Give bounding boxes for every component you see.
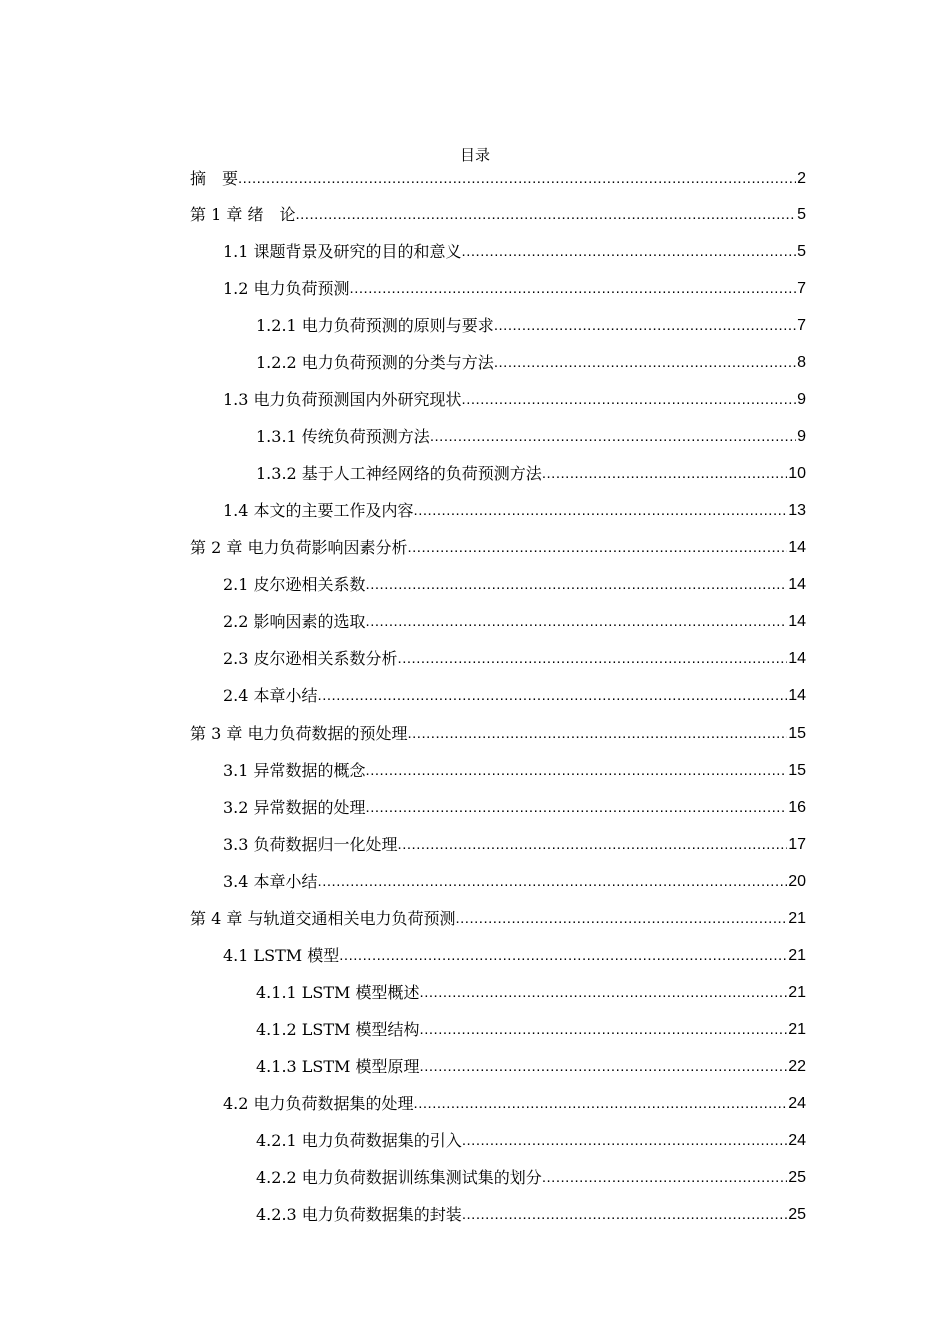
toc-entry[interactable] [256, 458, 806, 484]
toc-entry[interactable] [190, 199, 806, 225]
toc-entry-page-number: 9 [797, 428, 806, 445]
toc-entry[interactable] [256, 1162, 806, 1188]
toc-dot-leader [318, 686, 788, 706]
toc-dot-leader [462, 390, 797, 410]
toc-entry-page-number: 25 [788, 1206, 806, 1223]
toc-entry-label: 4.1 LSTM 模型 [223, 946, 340, 965]
toc-entry[interactable] [223, 829, 806, 855]
toc-entry-page-number: 21 [788, 1021, 806, 1038]
toc-dot-leader [420, 1020, 788, 1040]
toc-entry-page-number: 5 [797, 206, 806, 223]
toc-entry[interactable] [256, 977, 806, 1003]
toc-entry-label: 第 4 章 与轨道交通相关电力负荷预测 [190, 909, 456, 928]
toc-entry-page-number: 14 [788, 687, 806, 704]
toc-dot-leader [398, 835, 788, 855]
toc-entry-label: 4.1.2 LSTM 模型结构 [256, 1020, 420, 1039]
toc-entry[interactable] [223, 643, 806, 669]
toc-entry[interactable] [223, 1088, 806, 1114]
toc-entry-label: 3.2 异常数据的处理 [223, 798, 366, 817]
toc-entry[interactable] [223, 940, 806, 966]
toc-dot-leader [350, 279, 797, 299]
toc-entry-page-number: 21 [788, 984, 806, 1001]
toc-title: 目录 [459, 146, 490, 164]
toc-dot-leader [339, 946, 787, 966]
toc-entry-page-number: 16 [788, 799, 806, 816]
toc-entry-page-number: 21 [788, 910, 806, 927]
toc-entry-label: 4.2 电力负荷数据集的处理 [223, 1094, 414, 1113]
toc-entry-label: 3.4 本章小结 [223, 872, 318, 891]
toc-entry-page-number: 17 [788, 836, 806, 853]
toc-entry-label: 1.2 电力负荷预测 [223, 279, 350, 298]
toc-dot-leader [462, 1131, 787, 1151]
toc-entry-label: 1.3.2 基于人工神经网络的负荷预测方法 [256, 464, 542, 483]
toc-dot-leader [366, 761, 788, 781]
toc-entry-page-number: 8 [797, 354, 806, 371]
toc-entry[interactable] [190, 903, 806, 929]
toc-entry-label: 4.2.1 电力负荷数据集的引入 [256, 1131, 462, 1150]
toc-entry-page-number: 22 [788, 1058, 806, 1075]
toc-entry-page-number: 24 [788, 1095, 806, 1112]
toc-entry-label: 第 1 章 绪 论 [190, 205, 296, 224]
toc-dot-leader [420, 983, 788, 1003]
toc-entry-page-number: 9 [797, 391, 806, 408]
toc-entry-label: 1.2.1 电力负荷预测的原则与要求 [256, 316, 494, 335]
toc-dot-leader [295, 205, 796, 225]
toc-entry[interactable] [256, 1199, 806, 1225]
toc-entry-page-number: 15 [788, 725, 806, 742]
toc-entry[interactable] [223, 384, 806, 410]
toc-entry-label: 1.4 本文的主要工作及内容 [223, 501, 414, 520]
toc-entry-label: 4.2.3 电力负荷数据集的封装 [256, 1205, 462, 1224]
toc-entry[interactable] [256, 310, 806, 336]
toc-entry[interactable] [223, 680, 806, 706]
toc-dot-leader [430, 427, 796, 447]
toc-entry-label: 4.1.3 LSTM 模型原理 [256, 1057, 420, 1076]
toc-dot-leader [494, 353, 796, 373]
toc-entry[interactable] [256, 1051, 806, 1077]
toc-entry-page-number: 14 [788, 650, 806, 667]
toc-entry-page-number: 24 [788, 1132, 806, 1149]
toc-entry-page-number: 2 [797, 170, 806, 187]
toc-entry[interactable] [256, 421, 806, 447]
toc-dot-leader [462, 1205, 787, 1225]
toc-entry-page-number: 7 [797, 317, 806, 334]
toc-entry-label: 1.3 电力负荷预测国内外研究现状 [223, 390, 462, 409]
toc-entry-label: 3.3 负荷数据归一化处理 [223, 835, 398, 854]
toc-entry[interactable] [190, 532, 806, 558]
toc-entry-label: 第 3 章 电力负荷数据的预处理 [190, 724, 408, 743]
toc-entry-page-number: 14 [788, 539, 806, 556]
toc-entry[interactable] [256, 1014, 806, 1040]
toc-dot-leader [398, 649, 788, 669]
toc-dot-leader [420, 1057, 788, 1077]
toc-dot-leader [494, 316, 796, 336]
toc-dot-leader [318, 872, 788, 892]
toc-entry-page-number: 15 [788, 762, 806, 779]
toc-entry-label: 摘 要 [190, 169, 239, 188]
toc-dot-leader [407, 538, 787, 558]
toc-dot-leader [366, 612, 788, 632]
toc-entry[interactable] [223, 866, 806, 892]
toc-entry-label: 3.1 异常数据的概念 [223, 761, 366, 780]
toc-entry[interactable] [223, 569, 806, 595]
toc-dot-leader [414, 501, 788, 521]
toc-entry-page-number: 14 [788, 613, 806, 630]
toc-entry[interactable] [223, 273, 806, 299]
toc-entry-label: 2.1 皮尔逊相关系数 [223, 575, 366, 594]
toc-entry[interactable] [223, 236, 806, 262]
toc-dot-leader [542, 464, 787, 484]
toc-dot-leader [414, 1094, 788, 1114]
toc-dot-leader [407, 724, 787, 744]
toc-dot-leader [542, 1168, 787, 1188]
toc-entry[interactable] [223, 755, 806, 781]
toc-entry-label: 2.4 本章小结 [223, 686, 318, 705]
toc-entry-label: 1.1 课题背景及研究的目的和意义 [223, 242, 462, 261]
toc-entry-page-number: 21 [788, 947, 806, 964]
toc-entry[interactable] [223, 792, 806, 818]
toc-entry-label: 4.1.1 LSTM 模型概述 [256, 983, 420, 1002]
toc-entry[interactable] [223, 495, 806, 521]
toc-entry-page-number: 5 [797, 243, 806, 260]
toc-entry[interactable] [190, 718, 806, 744]
toc-entry-label: 4.2.2 电力负荷数据训练集测试集的划分 [256, 1168, 542, 1187]
toc-entry-label: 1.3.1 传统负荷预测方法 [256, 427, 430, 446]
toc-dot-leader [238, 169, 796, 189]
toc-entry-label: 2.2 影响因素的选取 [223, 612, 366, 631]
toc-entry-page-number: 25 [788, 1169, 806, 1186]
toc-entry[interactable] [223, 606, 806, 632]
toc-entry[interactable] [256, 347, 806, 373]
toc-entry-page-number: 7 [797, 280, 806, 297]
toc-entry-label: 2.3 皮尔逊相关系数分析 [223, 649, 398, 668]
toc-dot-leader [366, 575, 788, 595]
toc-entry-page-number: 14 [788, 576, 806, 593]
toc-entry-label: 第 2 章 电力负荷影响因素分析 [190, 538, 408, 557]
toc-dot-leader [462, 242, 797, 262]
toc-entry[interactable] [190, 163, 806, 189]
toc-dot-leader [455, 909, 787, 929]
toc-entry-page-number: 20 [788, 873, 806, 890]
toc-dot-leader [366, 798, 788, 818]
toc-entry-page-number: 13 [788, 502, 806, 519]
toc-entry-page-number: 10 [788, 465, 806, 482]
toc-entry[interactable] [256, 1125, 806, 1151]
toc-entry-label: 1.2.2 电力负荷预测的分类与方法 [256, 353, 494, 372]
